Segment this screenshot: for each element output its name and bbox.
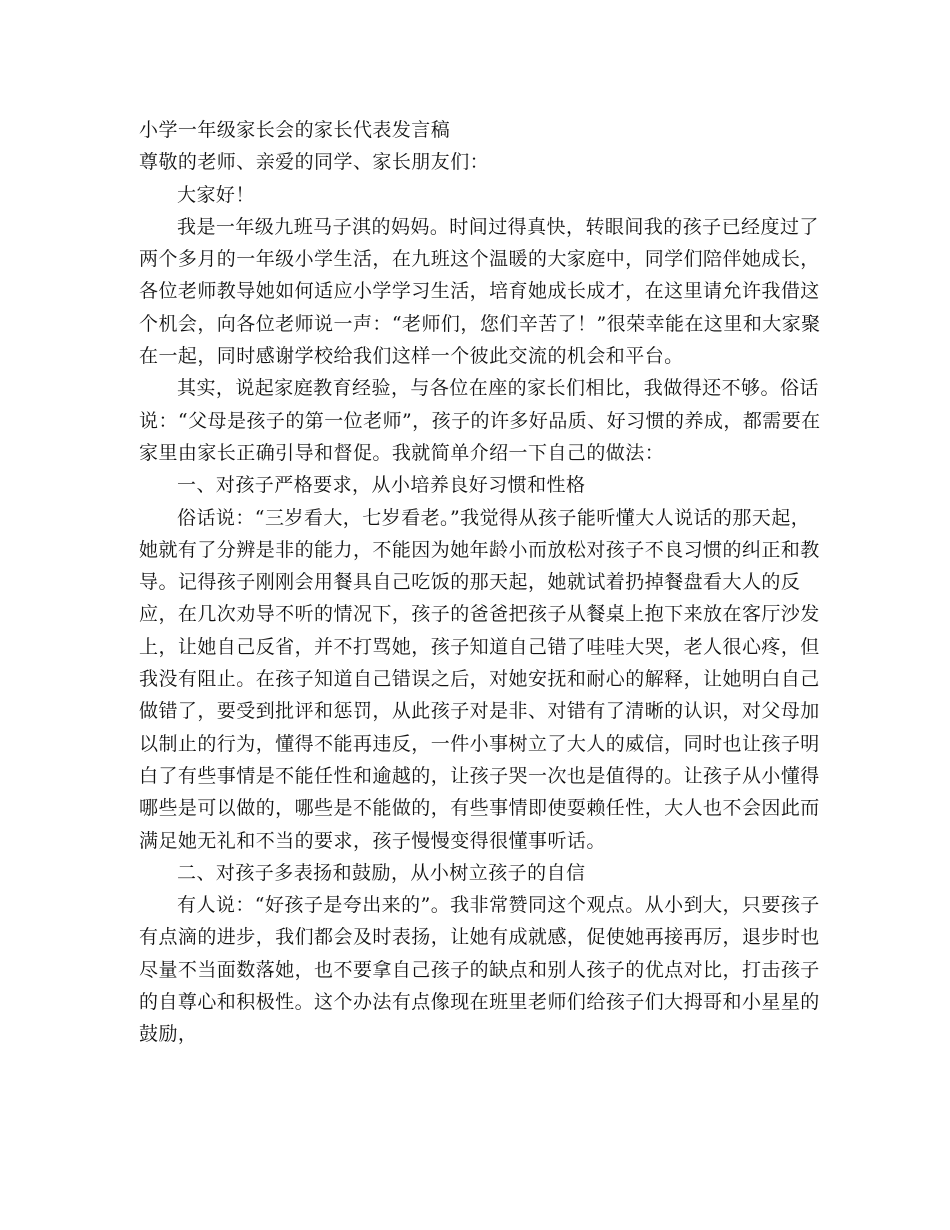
paragraph-strict-requirements: 俗话说：“三岁看大，七岁看老。”我觉得从孩子能听懂大人说话的那天起，她就有了分辨是非的能力，不能因为她年龄小而放松对孩子不良习惯的纠正和教导。记得孩子刚刚会用餐具自己吃饭的那天起，她就试着扔掉餐盘看大人的反应，在几次劝导不听的情况下，孩子的爸爸把孩子从餐桌上抱下来放在客厅沙发上，让她自己反省，并不打骂她，孩子知道自己错了哇哇大哭，老人很心疼，但我没有阻止。在孩子知道自己错误之后，对她安抚和耐心的解释，让她明白自己做错了，要受到批评和惩罚，从此孩子对是非、对错有了清晰的认识，对父母加以制止的行为，懂得不能再违反，一件小事树立了大人的威信，同时也让孩子明白了有些事情是不能任性和逾越的，让孩子哭一次也是值得的。让孩子从小懂得哪些是可以做的，哪些是不能做的，有些事情即使耍赖任性，大人也不会因此而满足她无礼和不当的要求，孩子慢慢变得很懂事听话。 bbox=[139, 506, 820, 852]
document-body bbox=[139, 114, 829, 1051]
section-heading-1: 一、对孩子严格要求，从小培养良好习惯和性格 bbox=[177, 474, 586, 497]
section-heading-2: 二、对孩子多表扬和鼓励，从小树立孩子的自信 bbox=[177, 861, 586, 884]
greeting: 大家好！ bbox=[177, 183, 255, 206]
paragraph-praise: 有人说：“好孩子是夸出来的”。我非常赞同这个观点。从小到大，只要孩子有点滴的进步，我们都会及时表扬，让她有成就感，促使她再接再厉，退步时也尽量不当面数落她，也不要拿自己孩子的缺点和别人孩子的优点对比，打击孩子的自尊心和积极性。这个办法有点像现在班里老师们给孩子们大拇哥和小星星的鼓励， bbox=[139, 894, 820, 1046]
salutation: 尊敬的老师、亲爱的同学、家长朋友们： bbox=[139, 151, 490, 174]
paragraph-intro: 我是一年级九班马子淇的妈妈。时间过得真快，转眼间我的孩子已经度过了两个多月的一年级小学生活，在九班这个温暖的大家庭中，同学们陪伴她成长，各位老师教导她如何适应小学学习生活，培育她成长成才，在这里请允许我借这个机会，向各位老师说一声：“老师们，您们辛苦了！”很荣幸能在这里和大家聚在一起，同时感谢学校给我们这样一个彼此交流的机会和平台。 bbox=[139, 215, 821, 368]
paragraph-experience: 其实，说起家庭教育经验，与各位在座的家长们相比，我做得还不够。俗话说：“父母是孩子的第一位老师”，孩子的许多好品质、好习惯的养成，都需要在家里由家长正确引导和督促。我就简单介绍一下自己的做法： bbox=[139, 377, 821, 464]
document-title: 小学一年级家长会的家长代表发言稿 bbox=[139, 119, 451, 141]
